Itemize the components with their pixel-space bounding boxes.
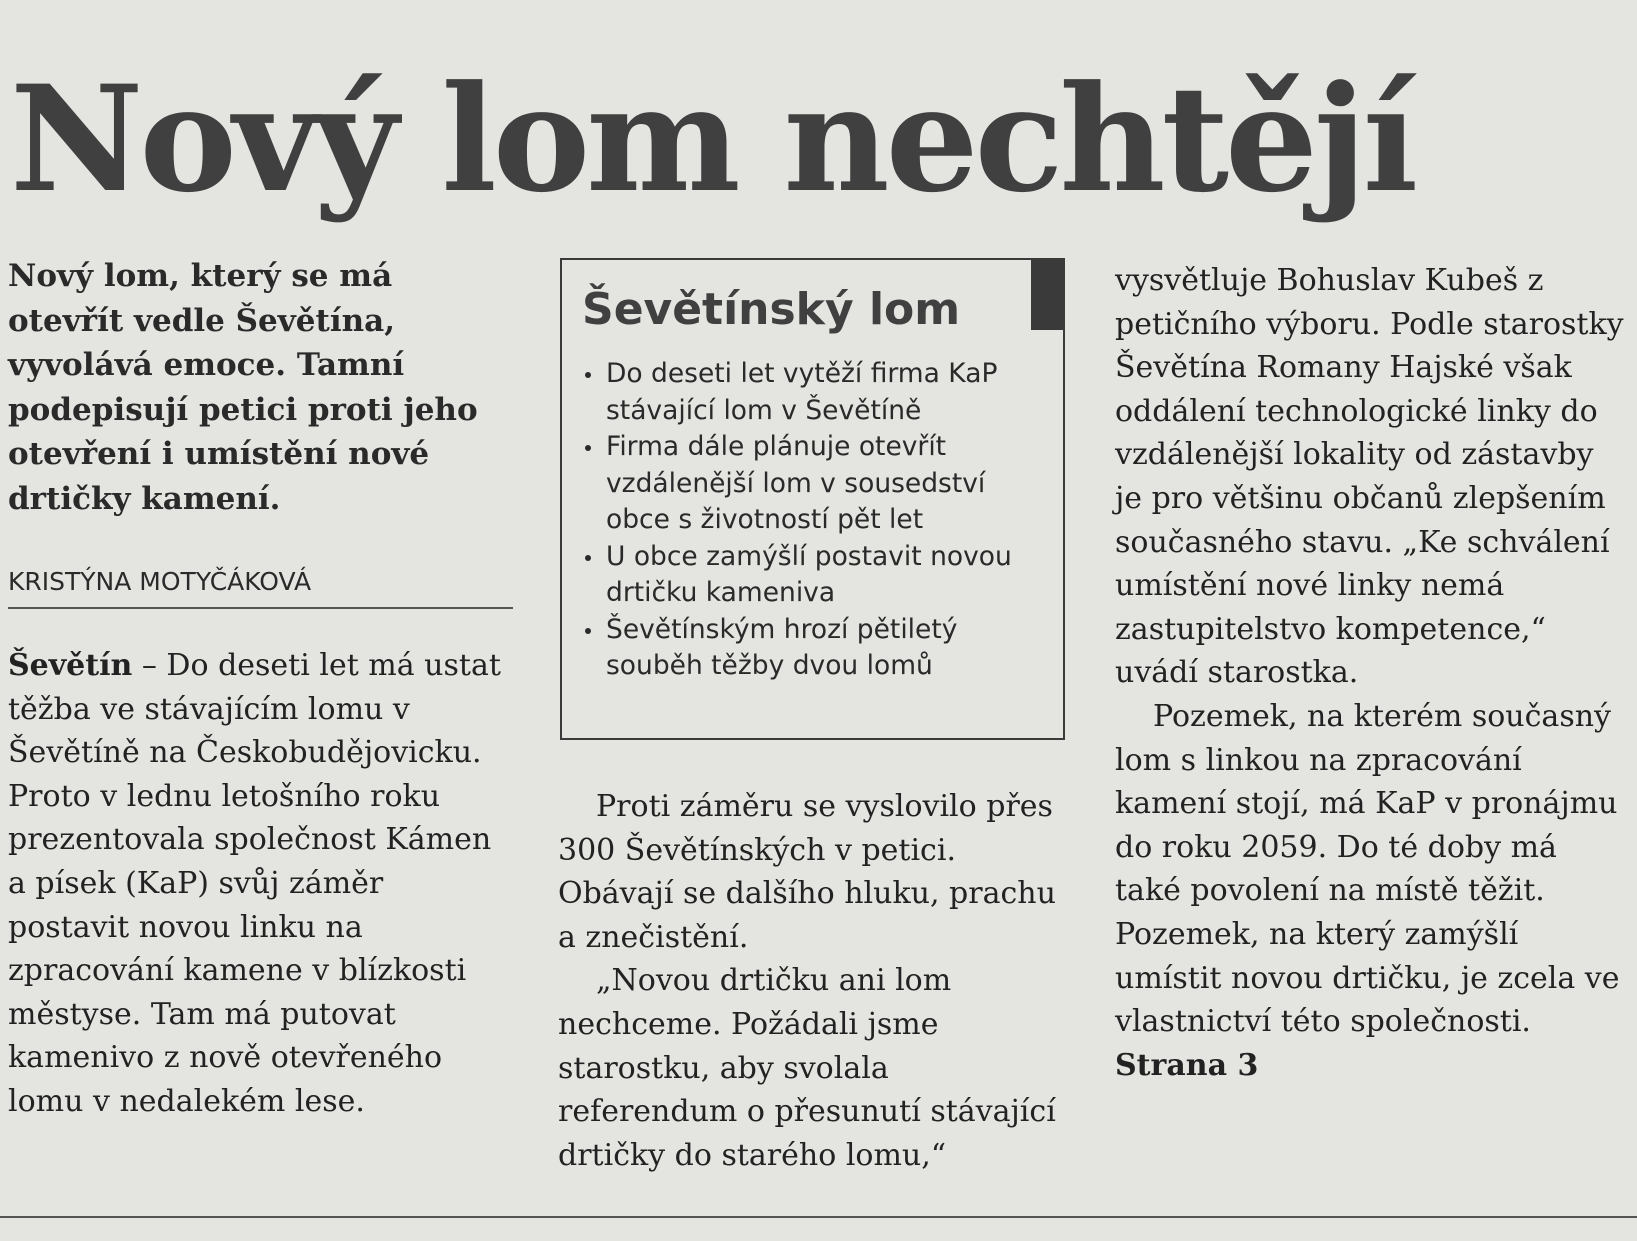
article-column-2 <box>558 785 1063 1177</box>
column-1-paragraph <box>8 644 513 1124</box>
info-box-title: Ševětínský lom <box>582 284 961 335</box>
bottom-divider <box>0 1216 1637 1218</box>
info-box-tab <box>1031 258 1065 330</box>
list-item: Ševětínským hrozí pětiletý souběh těžby dvou lomů <box>582 612 1037 685</box>
author-byline: KRISTÝNA MOTYČÁKOVÁ <box>8 565 513 609</box>
list-item: Firma dále plánuje otevřít vzdálenější lom v sousedství obce s životností pět let <box>582 429 1037 539</box>
list-item: U obce zamýšlí postavit novou drtičku kameniva <box>582 539 1037 612</box>
column-3-paragraph-2 <box>1115 695 1630 1087</box>
page-reference: Strana 3 <box>1115 1047 1259 1083</box>
headline: Nový lom nechtějí <box>10 54 1415 225</box>
dateline: Ševětín <box>8 648 133 683</box>
column-3-paragraph-1: vysvětluje Bohuslav Kubeš z petičního výboru. Podle starostky Ševětína Romany Hajské však oddálení technologické linky do vzdálenější lokality od zástavby je pro většinu občanů zlepšením současného stavu. „Ke schválení umístění nové linky nemá zastupitelstvo kompetence,“ uvádí starostka. <box>1115 263 1624 691</box>
column-1-text: – Do deseti let má ustat těžba ve stávajícím lomu v Ševětíně na Českobudějovicku. Proto v lednu letošního roku prezentovala společnost Kámen a písek (KaP) svůj záměr postavit novou linku na zpracování kamene v blízkosti městyse. Tam má putovat kamenivo z nově otevřeného lomu v nedalekém lese. <box>8 648 501 1119</box>
list-item: Do deseti let vytěží firma KaP stávající lom v Ševětíně <box>582 356 1037 429</box>
info-box-list <box>582 356 1037 685</box>
lead-paragraph: Nový lom, který se má otevřít vedle Ševětína, vyvolává emoce. Tamní podepisují petici proti jeho otevření i umístění nové drtičky kamení. <box>8 258 478 517</box>
column-2-paragraph-1: Proti záměru se vyslovilo přes 300 Ševětínských v petici. Obávají se dalšího hluku, prachu a znečistění. <box>558 789 1056 955</box>
column-3-paragraph-2-text: Pozemek, na kterém současný lom s linkou na zpracování kamení stojí, má KaP v pronájmu do roku 2059. Do té doby má také povolení na místě těžit. Pozemek, na který zamýšlí umístit novou drtičku, je zcela ve vlastnictví této společnosti. <box>1115 698 1620 1040</box>
article-column-1 <box>8 644 513 1124</box>
article-column-3 <box>1115 259 1630 1087</box>
column-2-paragraph-2: „Novou drtičku ani lom nechceme. Požádali jsme starostku, aby svolala referendum o přesunutí stávající drtičky do starého lomu,“ <box>558 963 1056 1173</box>
info-box <box>560 258 1065 740</box>
